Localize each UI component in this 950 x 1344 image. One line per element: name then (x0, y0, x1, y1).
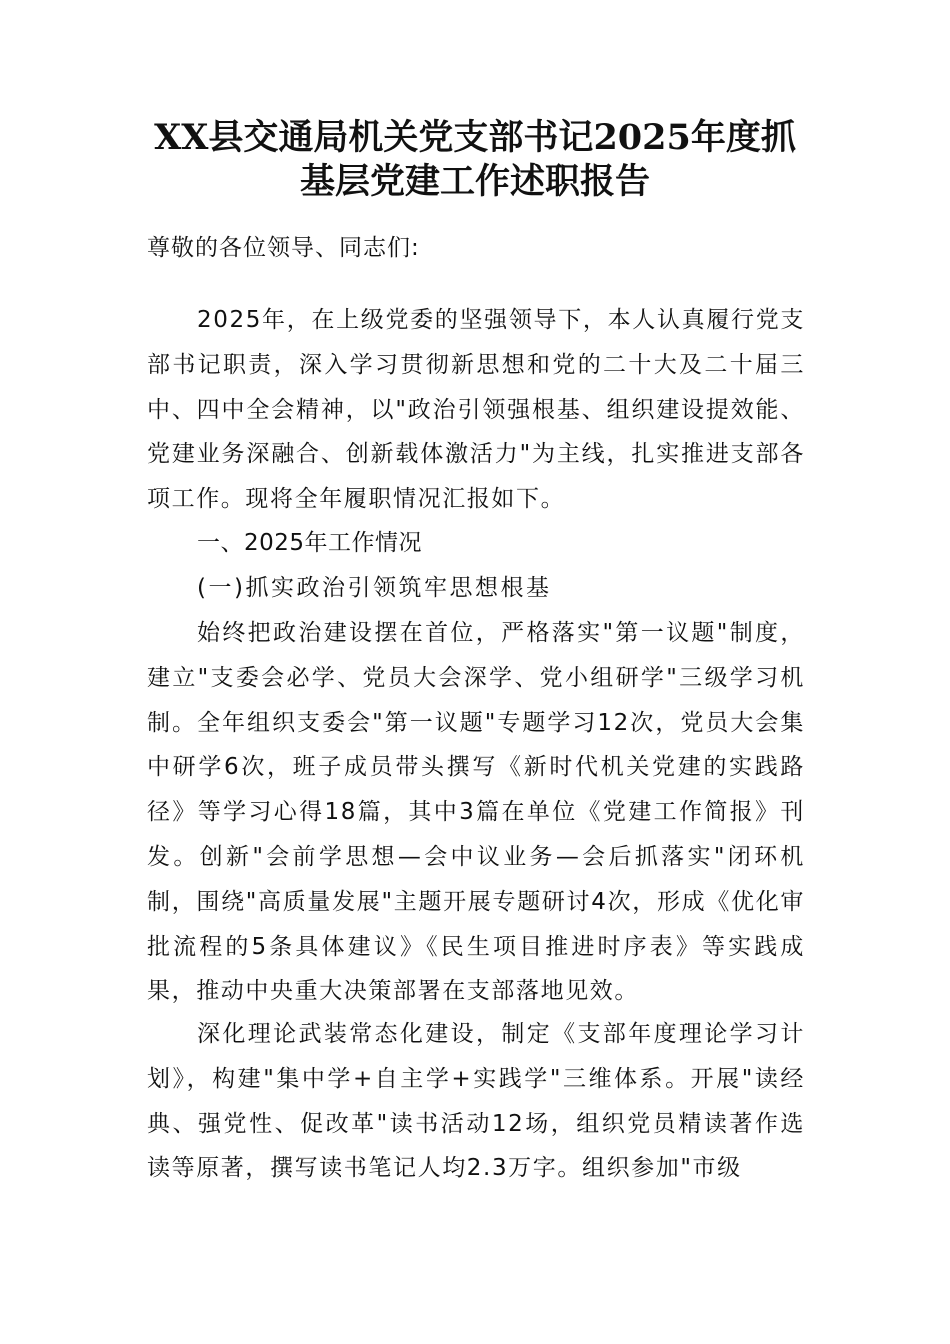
intro-paragraph: 2025年，在上级党委的坚强领导下，本人认真履行党支部书记职责，深入学习贯彻新思想和党的二十大及二十届三中、四中全会精神，以"政治引领强根基、组织建设提效能、党建业务深融合、创新载体激活力"为主线，扎实推进支部各项工作。现将全年履职情况汇报如下。 (147, 307, 805, 513)
salutation: 尊敬的各位领导、同志们: (147, 235, 420, 261)
paragraph-political-building: 始终把政治建设摆在首位，严格落实"第一议题"制度，建立"支委会必学、党员大会深学、党小组研学"三级学习机制。全年组织支委会"第一议题"专题学习12次，党员大会集中研学6次，班子成员带头撰写《新时代机关党建的实践路径》等学习心得18篇，其中3篇在单位《党建工作简报》刊发。创新"会前学思想—会中议业务—会后抓落实"闭环机制，围绕"高质量发展"主题开展专题研讨4次，形成《优化审批流程的5条具体建议》《民生项目推进时序表》等实践成果，推动中央重大决策部署在支部落地见效。 (147, 620, 805, 1005)
subsection-heading-political-guidance: (一)抓实政治引领筑牢思想根基 (197, 575, 552, 601)
section-heading-work-situation: 一、2025年工作情况 (197, 530, 423, 556)
report-title-line-2: 基层党建工作述职报告 (299, 161, 650, 202)
paragraph-theory-study: 深化理论武装常态化建设，制定《支部年度理论学习计划》，构建"集中学+自主学+实践学"三维体系。开展"读经典、强党性、促改革"读书活动12场，组织党员精读著作选读等原著，撰写读书笔记人均2.3万字。组织参加"市级 (147, 1021, 805, 1182)
report-title-line-1: XX县交通局机关党支部书记2025年度抓 (154, 117, 796, 158)
